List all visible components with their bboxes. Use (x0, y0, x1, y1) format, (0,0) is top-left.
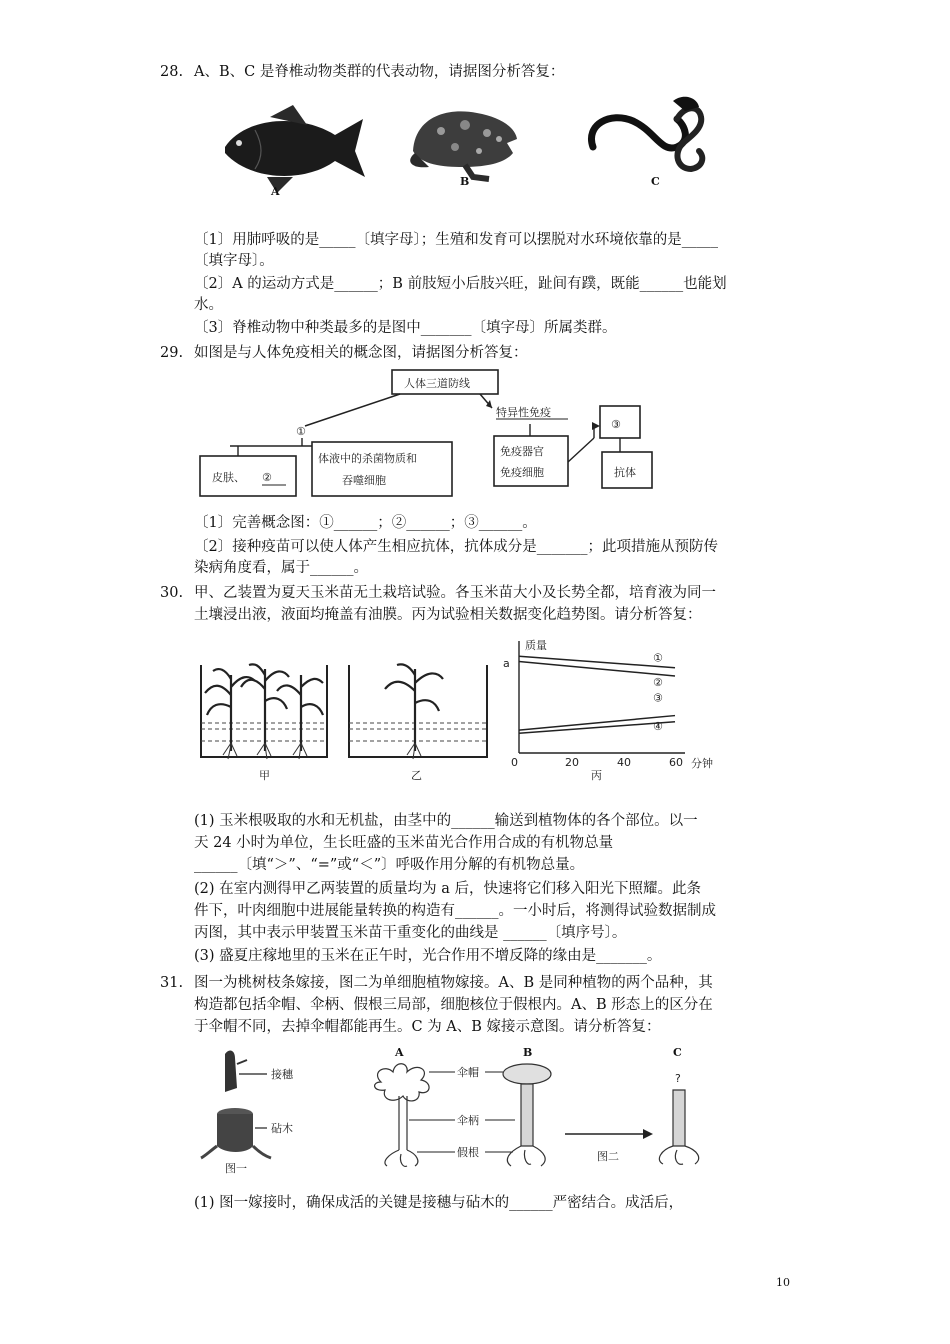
q29-s1: 〔1〕完善概念图：①______；②______；③______。 (194, 515, 537, 531)
snake-image (591, 97, 702, 169)
x-tick-60: 60 (669, 756, 683, 769)
q30-stem-b: 土壤浸出液，液面均掩盖有油膜。丙为试验相关数据变化趋势图。请分析答复： (194, 607, 702, 623)
tank-jia (201, 664, 327, 759)
q31-grafting-figure (195, 1042, 735, 1177)
cell-b-image (503, 1064, 551, 1166)
label-bing: 丙 (591, 769, 602, 782)
series-label-1: ① (653, 651, 663, 665)
organ-label-2: 免疫细胞 (500, 466, 544, 479)
x-tick-0: 0 (511, 756, 518, 769)
peach-graft-image (201, 1051, 271, 1158)
rhizoid-label: 假根 (457, 1146, 479, 1159)
series-label-4: ④ (653, 719, 663, 733)
q28-stem: 28. A、B、C 是脊椎动物类群的代表动物，请据图分析答复： (160, 64, 565, 80)
specific-immunity-label: 特异性免疫 (496, 406, 551, 419)
fish-image (225, 105, 365, 193)
scion-label: 接穗 (271, 1068, 293, 1081)
q29-s2b: 染病角度看，属于______。 (194, 560, 368, 576)
q28-s1a: 〔1〕用肺呼吸的是_____〔填字母〕；生殖和发育可以摆脱对水环境依靠的是_____ (194, 232, 718, 248)
figure-2-label: 图二 (597, 1150, 619, 1163)
question-mark: ? (675, 1072, 681, 1085)
frog-image (410, 111, 517, 179)
series-line-2 (519, 661, 675, 676)
antibody-label: 抗体 (614, 466, 636, 479)
y-axis-label: 质量 (525, 639, 547, 652)
q28-s2a: 〔2〕A 的运动方式是______；B 前肢短小后肢兴旺，趾间有蹼，既能______也能划 (194, 276, 727, 292)
mark-1: ① (296, 425, 306, 438)
q29-immunity-diagram (190, 366, 690, 506)
cell-c-image (659, 1090, 698, 1164)
label-b-cell: B (523, 1046, 533, 1059)
tank-yi (349, 664, 487, 759)
cell-a-image (375, 1064, 429, 1167)
q28-s2b: 水。 (194, 297, 223, 313)
q28-s1b: 〔填字母〕。 (194, 253, 274, 269)
label-a-cell: A (395, 1046, 404, 1059)
q28-animals-figure (215, 95, 715, 210)
fluid-label-2: 吞噬细胞 (342, 474, 386, 487)
page-number: 10 (776, 1276, 790, 1289)
fluid-label-1: 体液中的杀菌物质和 (318, 452, 417, 465)
q29-s2a: 〔2〕接种疫苗可以使人体产生相应抗体，抗体成分是_______；此项措施从预防传 (194, 539, 718, 555)
label-c: C (651, 175, 660, 188)
label-yi: 乙 (411, 769, 422, 782)
q30-stem-a: 30. 甲、乙装置为夏天玉米苗无土栽培试验。各玉米苗大小及长势全都，培育液为同一 (160, 585, 716, 601)
series-line-1 (519, 656, 675, 667)
q31-stem-b: 构造都包括伞帽、伞柄、假根三局部，细胞核位于假根内。A、B 形态上的区分在 (194, 997, 713, 1013)
mark-3: ③ (611, 418, 621, 431)
q30-s1c: ______〔填“＞”、“=”或“＜”〕呼吸作用分解的有机物总量。 (194, 857, 585, 873)
q30-s2a: (2) 在室内测得甲乙两装置的质量均为 a 后，快速将它们移入阳光下照耀。此条 (194, 881, 702, 897)
y-axis-mark-a: a (503, 657, 510, 670)
cap-label: 伞帽 (457, 1066, 479, 1079)
q29-stem: 29. 如图是与人体免疫相关的概念图，请据图分析答复： (160, 345, 528, 361)
node-body-fluid (312, 442, 452, 496)
chart-bing (503, 638, 713, 770)
q30-s1b: 天 24 小时为单位，生长旺盛的玉米苗光合作用合成的有机物总量 (194, 835, 614, 851)
q31-stem-a: 31. 图一为桃树枝条嫁接，图二为单细胞植物嫁接。A、B 是同种植物的两个品种，其 (160, 975, 713, 991)
series-label-3: ③ (653, 691, 663, 705)
q31-s1: (1) 图一嫁接时，确保成活的关键是接穗与砧木的______严密结合。成活后， (194, 1195, 684, 1211)
q28-s3: 〔3〕脊椎动物中种类最多的是图中_______〔填字母〕所属类群。 (194, 320, 617, 336)
q31-stem-c: 于伞帽不同，去掉伞帽都能再生。C 为 A、B 嫁接示意图。请分析答复： (194, 1019, 661, 1035)
q30-s1a: (1) 玉米根吸取的水和无机盐，由茎中的______输送到植物体的各个部位。以一 (194, 813, 698, 829)
q30-s2b: 件下，叶肉细胞中进展能量转换的构造有______。一小时后，将测得试验数据制成 (194, 903, 716, 919)
organ-label-1: 免疫器官 (500, 445, 544, 458)
x-axis-label: 分钟 (691, 757, 713, 770)
stock-label: 砧木 (271, 1122, 293, 1135)
x-tick-20: 20 (565, 756, 579, 769)
label-jia: 甲 (259, 769, 270, 782)
label-c-cell: C (673, 1046, 682, 1059)
q30-s3: (3) 盛夏庄稼地里的玉米在正午时，光合作用不增反降的缘由是_______。 (194, 948, 662, 964)
label-b: B (460, 175, 470, 188)
label-a: A (271, 185, 280, 198)
q30-figure (195, 635, 755, 785)
root-label: 人体三道防线 (404, 377, 470, 390)
figure-1-label: 图一 (225, 1162, 247, 1175)
x-tick-40: 40 (617, 756, 631, 769)
series-label-2: ② (653, 676, 663, 690)
mark-2: ② (262, 471, 272, 484)
stalk-label: 伞柄 (457, 1114, 479, 1127)
q30-s2c: 丙图，其中表示甲装置玉米苗干重变化的曲线是 ______〔填序号〕。 (194, 925, 627, 941)
skin-label: 皮肤、 (212, 471, 245, 484)
